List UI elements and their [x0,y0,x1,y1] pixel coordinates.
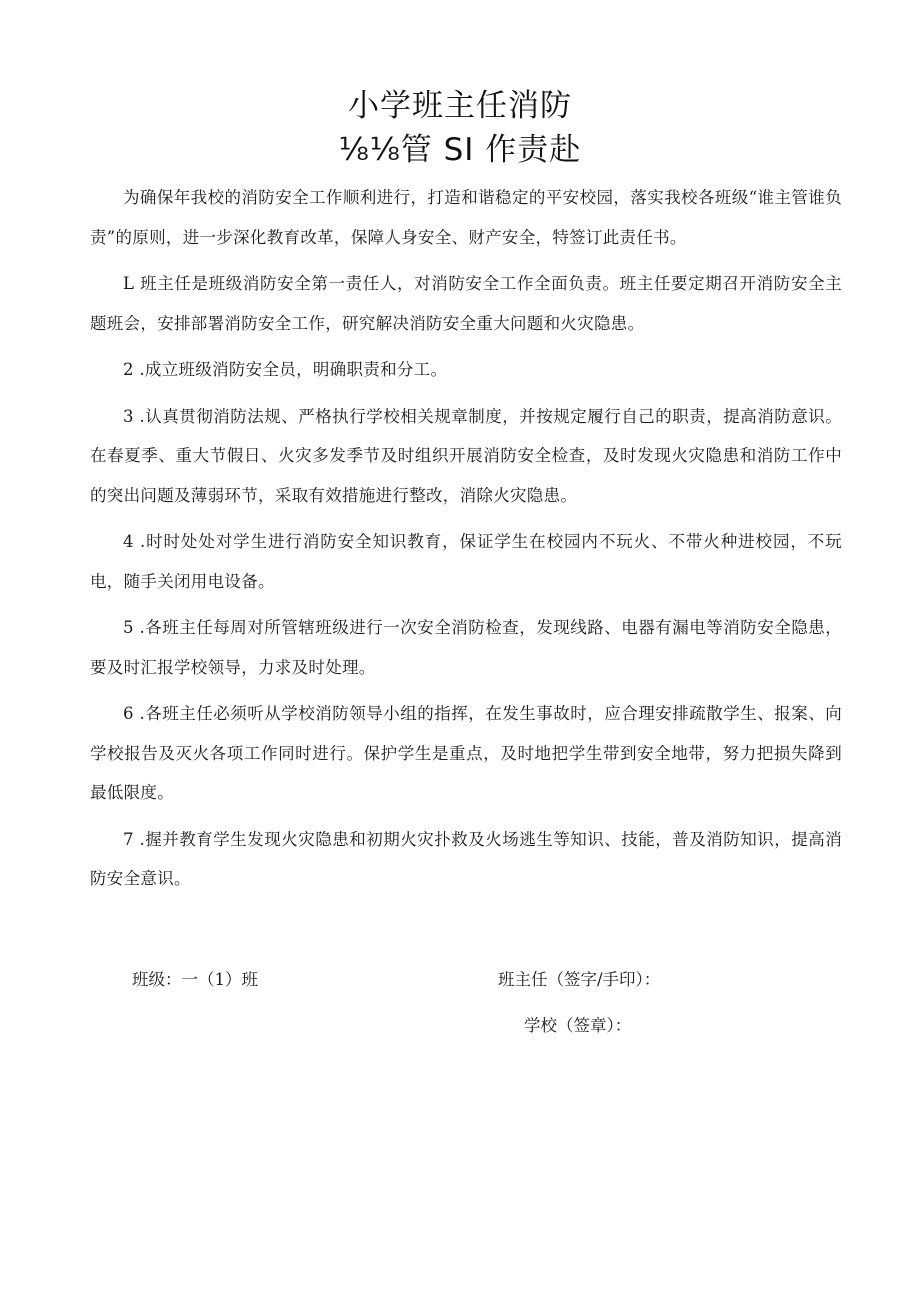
title-line-2: ⅛⅛管 SI 作责赴 [338,132,582,168]
paragraph-item-1: L 班主任是班级消防安全第一责任人，对消防安全工作全面负责。班主任要定期召开消防安全主题班会，安排部署消防安全工作，研究解决消防安全重大问题和火灾隐患。 [90,274,842,333]
paragraph-item-2: 2 .成立班级消防安全员，明确职责和分工。 [123,360,448,379]
paragraph-item-7: 7 .握并教育学生发现火灾隐患和初期火灾扑救及火场逃生等知识、技能，普及消防知识，提高消防安全意识。 [90,829,842,888]
signature-class: 班级：一（1）班 [132,970,258,989]
document-title [0,84,920,172]
document-body [90,178,842,899]
signature-teacher: 班主任（签字/手印）： [498,970,661,989]
paragraph-item-3: 3 .认真贯彻消防法规、严格执行学校相关规章制度，并按规定履行自己的职责，提高消防意识。在春夏季、重大节假日、火灾多发季节及时组织开展消防安全检查，及时发现火灾隐患和消防工作中的突出问题及薄弱环节，采取有效措施进行整改，消除火灾隐患。 [90,406,842,505]
signature-school: 学校（签章）： [524,1016,632,1035]
paragraph-item-4: 4 .时时处处对学生进行消防安全知识教育，保证学生在校园内不玩火、不带火种进校园，不玩电，随手关闭用电设备。 [90,532,842,591]
title-line-1: 小学班主任消防 [348,88,572,124]
paragraph-intro: 为确保年我校的消防安全工作顺利进行，打造和谐稳定的平安校园，落实我校各班级“谁主管谁负责”的原则，进一步深化教育改革，保障人身安全、财产安全，特签订此责任书。 [90,188,842,247]
paragraph-item-5: 5 .各班主任每周对所管辖班级进行一次安全消防检查，发现线路、电器有漏电等消防安全隐患，要及时汇报学校领导，力求及时处理。 [90,618,842,677]
paragraph-item-6: 6 .各班主任必须听从学校消防领导小组的指挥，在发生事故时，应合理安排疏散学生、报案、向学校报告及灭火各项工作同时进行。保护学生是重点，及时地把学生带到安全地带，努力把损失降到最低限度。 [90,704,842,802]
